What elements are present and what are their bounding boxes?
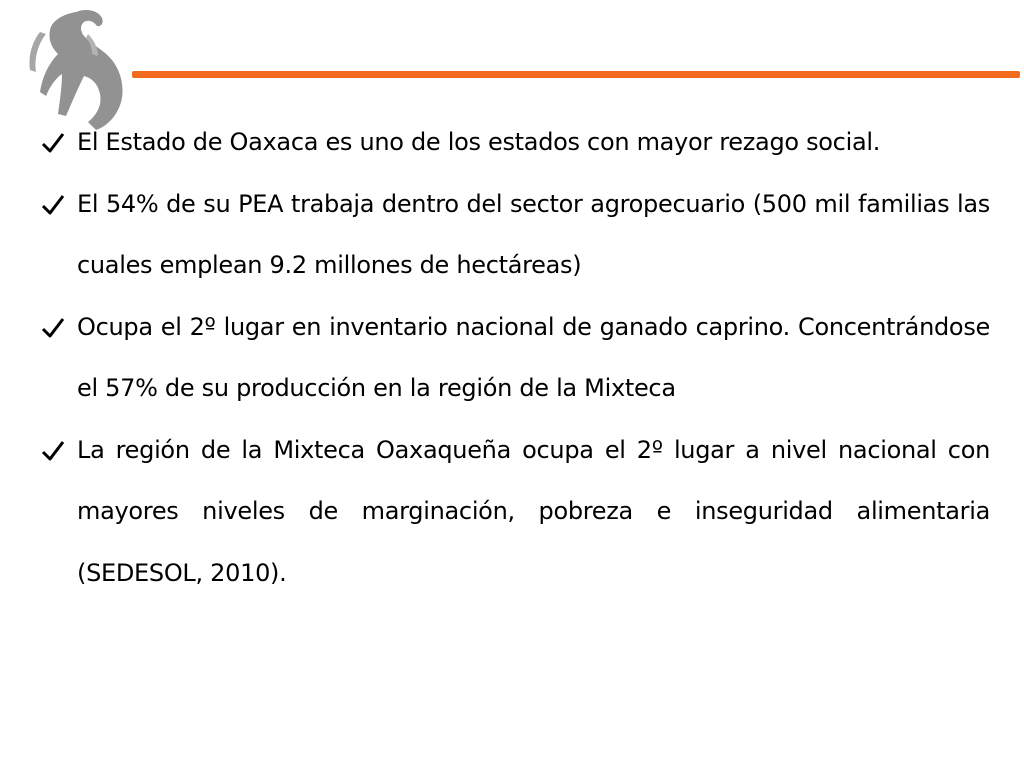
bullet-text: El 54% de su PEA trabaja dentro del sector agropecuario (500 mil familias las cuales emplean 9.2 millones de hectáreas) — [77, 189, 990, 279]
checkmark-icon — [40, 316, 66, 340]
bullet-text: El Estado de Oaxaca es uno de los estados con mayor rezago social. — [77, 128, 881, 156]
checkmark-icon — [40, 193, 66, 217]
checkmark-icon — [40, 131, 66, 155]
bullet-item-rezago — [40, 112, 990, 174]
bullet-text: La región de la Mixteca Oaxaqueña ocupa el 2º lugar a nivel nacional con mayores niveles de marginación, pobreza e inseguridad alimentaria (SEDESOL, 2010). — [77, 435, 990, 587]
bullet-text: Ocupa el 2º lugar en inventario nacional de ganado caprino. Concentrándose el 57% de su producción en la región de la Mixteca — [77, 312, 990, 402]
orange-divider — [132, 71, 1020, 78]
bullet-item-caprino — [40, 297, 990, 420]
bullet-item-mixteca — [40, 420, 990, 605]
checkmark-icon — [40, 439, 66, 463]
bullet-list — [40, 112, 990, 604]
bullet-item-pea — [40, 174, 990, 297]
